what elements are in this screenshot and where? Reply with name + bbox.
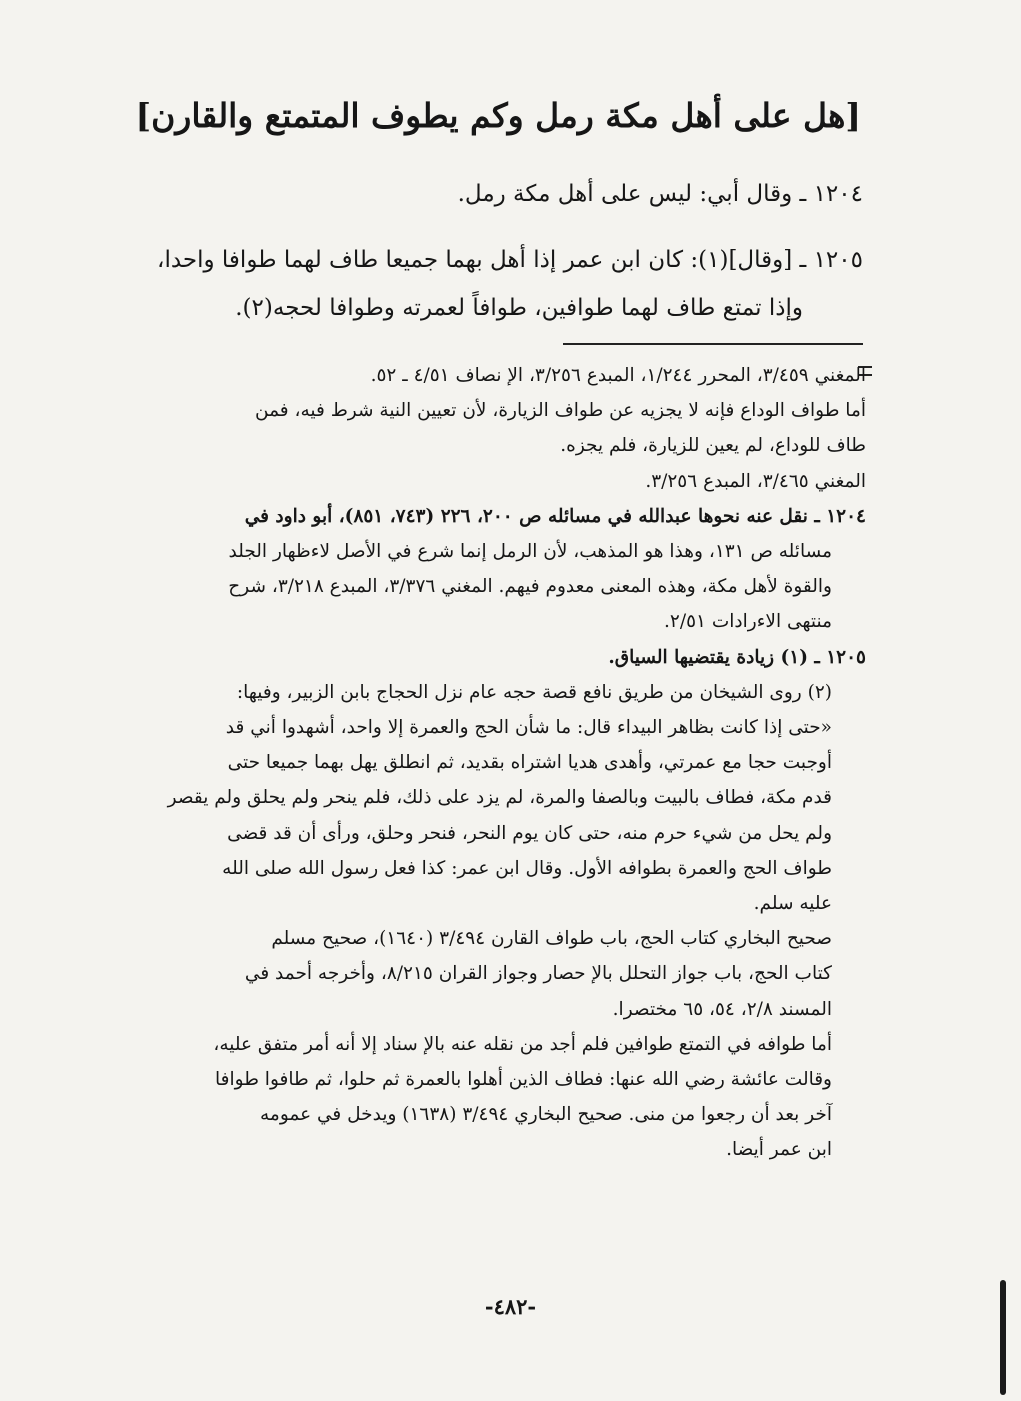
footnote-line: آخر بعد أن رجعوا من منى. صحيح البخاري ٣/٤٩٤ (١٦٣٨) ويدخل في عمومه bbox=[260, 1104, 832, 1126]
footnote-line: المغني ٣/٤٦٥، المبدع ٣/٢٥٦. bbox=[645, 470, 866, 492]
footnote-line: كتاب الحج، باب جواز التحلل بالإ حصار وجواز القران ٨/٢١٥، وأخرجه أحمد في bbox=[244, 963, 832, 985]
paragraph-1204-text: ١٢٠٤ ـ وقال أبي: ليس على أهل مكة رمل. bbox=[457, 181, 863, 207]
footnote-line: المسند ٢/٨، ٥٤، ٦٥ مختصرا. bbox=[612, 998, 832, 1020]
footnote-line: طاف للوداع، لم يعين للزيارة، فلم يجزه. bbox=[560, 435, 866, 457]
footnote-line: مسائله ص ١٣١، وهذا هو المذهب، لأن الرمل إنما شرع في الأصل لاءظهار الجلد bbox=[228, 541, 832, 563]
page-number: -٤٨٢- bbox=[484, 1294, 537, 1319]
footnote-1204-line: ١٢٠٤ ـ نقل عنه نحوها عبدالله في مسائله ص ٢٠٠، ٢٢٦ (٧٤٣، ٨٥١)، أبو داود في bbox=[244, 505, 866, 527]
footnote-line: ولم يحل من شيء حرم منه، حتى كان يوم النحر، فنحر وحلق، ورأى أن قد قضى bbox=[227, 822, 832, 844]
scan-edge-mark bbox=[1000, 1280, 1006, 1395]
paragraph-1204 bbox=[151, 170, 863, 218]
footnotes bbox=[146, 358, 866, 1168]
footnote-line: ابن عمر أيضا. bbox=[726, 1139, 832, 1161]
paragraph-1205-line-1: ١٢٠٥ ـ [وقال](١): كان ابن عمر إذا أهل بهما جميعا طاف لهما طوافا واحدا، bbox=[157, 247, 863, 273]
footnote-line: منتهى الاءرادات ٢/٥١. bbox=[664, 611, 832, 633]
footnote-1205-line: ١٢٠٥ ـ (١) زيادة يقتضيها السياق. bbox=[608, 646, 866, 668]
paragraph-1205 bbox=[151, 236, 863, 332]
footnote-line: عليه سلم. bbox=[753, 893, 832, 915]
footnote-separator bbox=[563, 343, 863, 345]
footnote-line: والقوة لأهل مكة، وهذه المعنى معدوم فيهم. المغني ٣/٣٧٦، المبدع ٣/٢١٨، شرح bbox=[228, 576, 832, 598]
footnote-line: أوجبت حجا مع عمرتي، وأهدى هديا اشتراه بقديد، ثم انطلق يهل بهما جميعا حتى bbox=[227, 752, 832, 774]
footnote-line: أما طواف الوداع فإنه لا يجزيه عن طواف الزيارة، لأن تعيين النية شرط فيه، فمن bbox=[255, 400, 866, 422]
paragraph-1205-line-2: وإذا تمتع طاف لهما طوافين، طوافاً لعمرته وطوافا لحجه(٢). bbox=[235, 295, 803, 321]
footnote-line: «حتى إذا كانت بظاهر البيداء قال: ما شأن الحج والعمرة إلا واحد، أشهدوا أني قد bbox=[225, 717, 832, 739]
footnote-line: طواف الحج والعمرة بطوافه الأول. وقال ابن عمر: كذا فعل رسول الله صلى الله bbox=[222, 857, 832, 879]
footnote-line: صحيح البخاري كتاب الحج، باب طواف القارن ٣/٤٩٤ (١٦٤٠)، صحيح مسلم bbox=[271, 928, 832, 950]
footnote-line: أما طوافه في التمتع طوافين فلم أجد من نقله عنه بالإ سناد إلا أنه أمر متفق عليه، bbox=[213, 1033, 832, 1055]
footnote-line: وقالت عائشة رضي الله عنها: فطاف الذين أهلوا بالعمرة ثم حلوا، ثم طافوا طوافا bbox=[215, 1069, 832, 1091]
footnote-line: قدم مكة، فطاف بالبيت وبالصفا والمرة، لم يزد على ذلك، فلم ينحر ولم يحلق ولم يقصر bbox=[167, 787, 832, 809]
page-title: [هل على أهل مكة رمل وكم يطوف المتمتع والقارن] bbox=[135, 96, 861, 135]
footnote-line: المغني ٣/٤٥٩، المحرر ١/٢٤٤، المبدع ٣/٢٥٦، الإ نصاف ٤/٥١ ـ ٥٢. bbox=[370, 365, 866, 386]
footnote-line: (٢) روى الشيخان من طريق نافع قصة حجه عام نزل الحجاج بابن الزبير، وفيها: bbox=[236, 681, 832, 703]
